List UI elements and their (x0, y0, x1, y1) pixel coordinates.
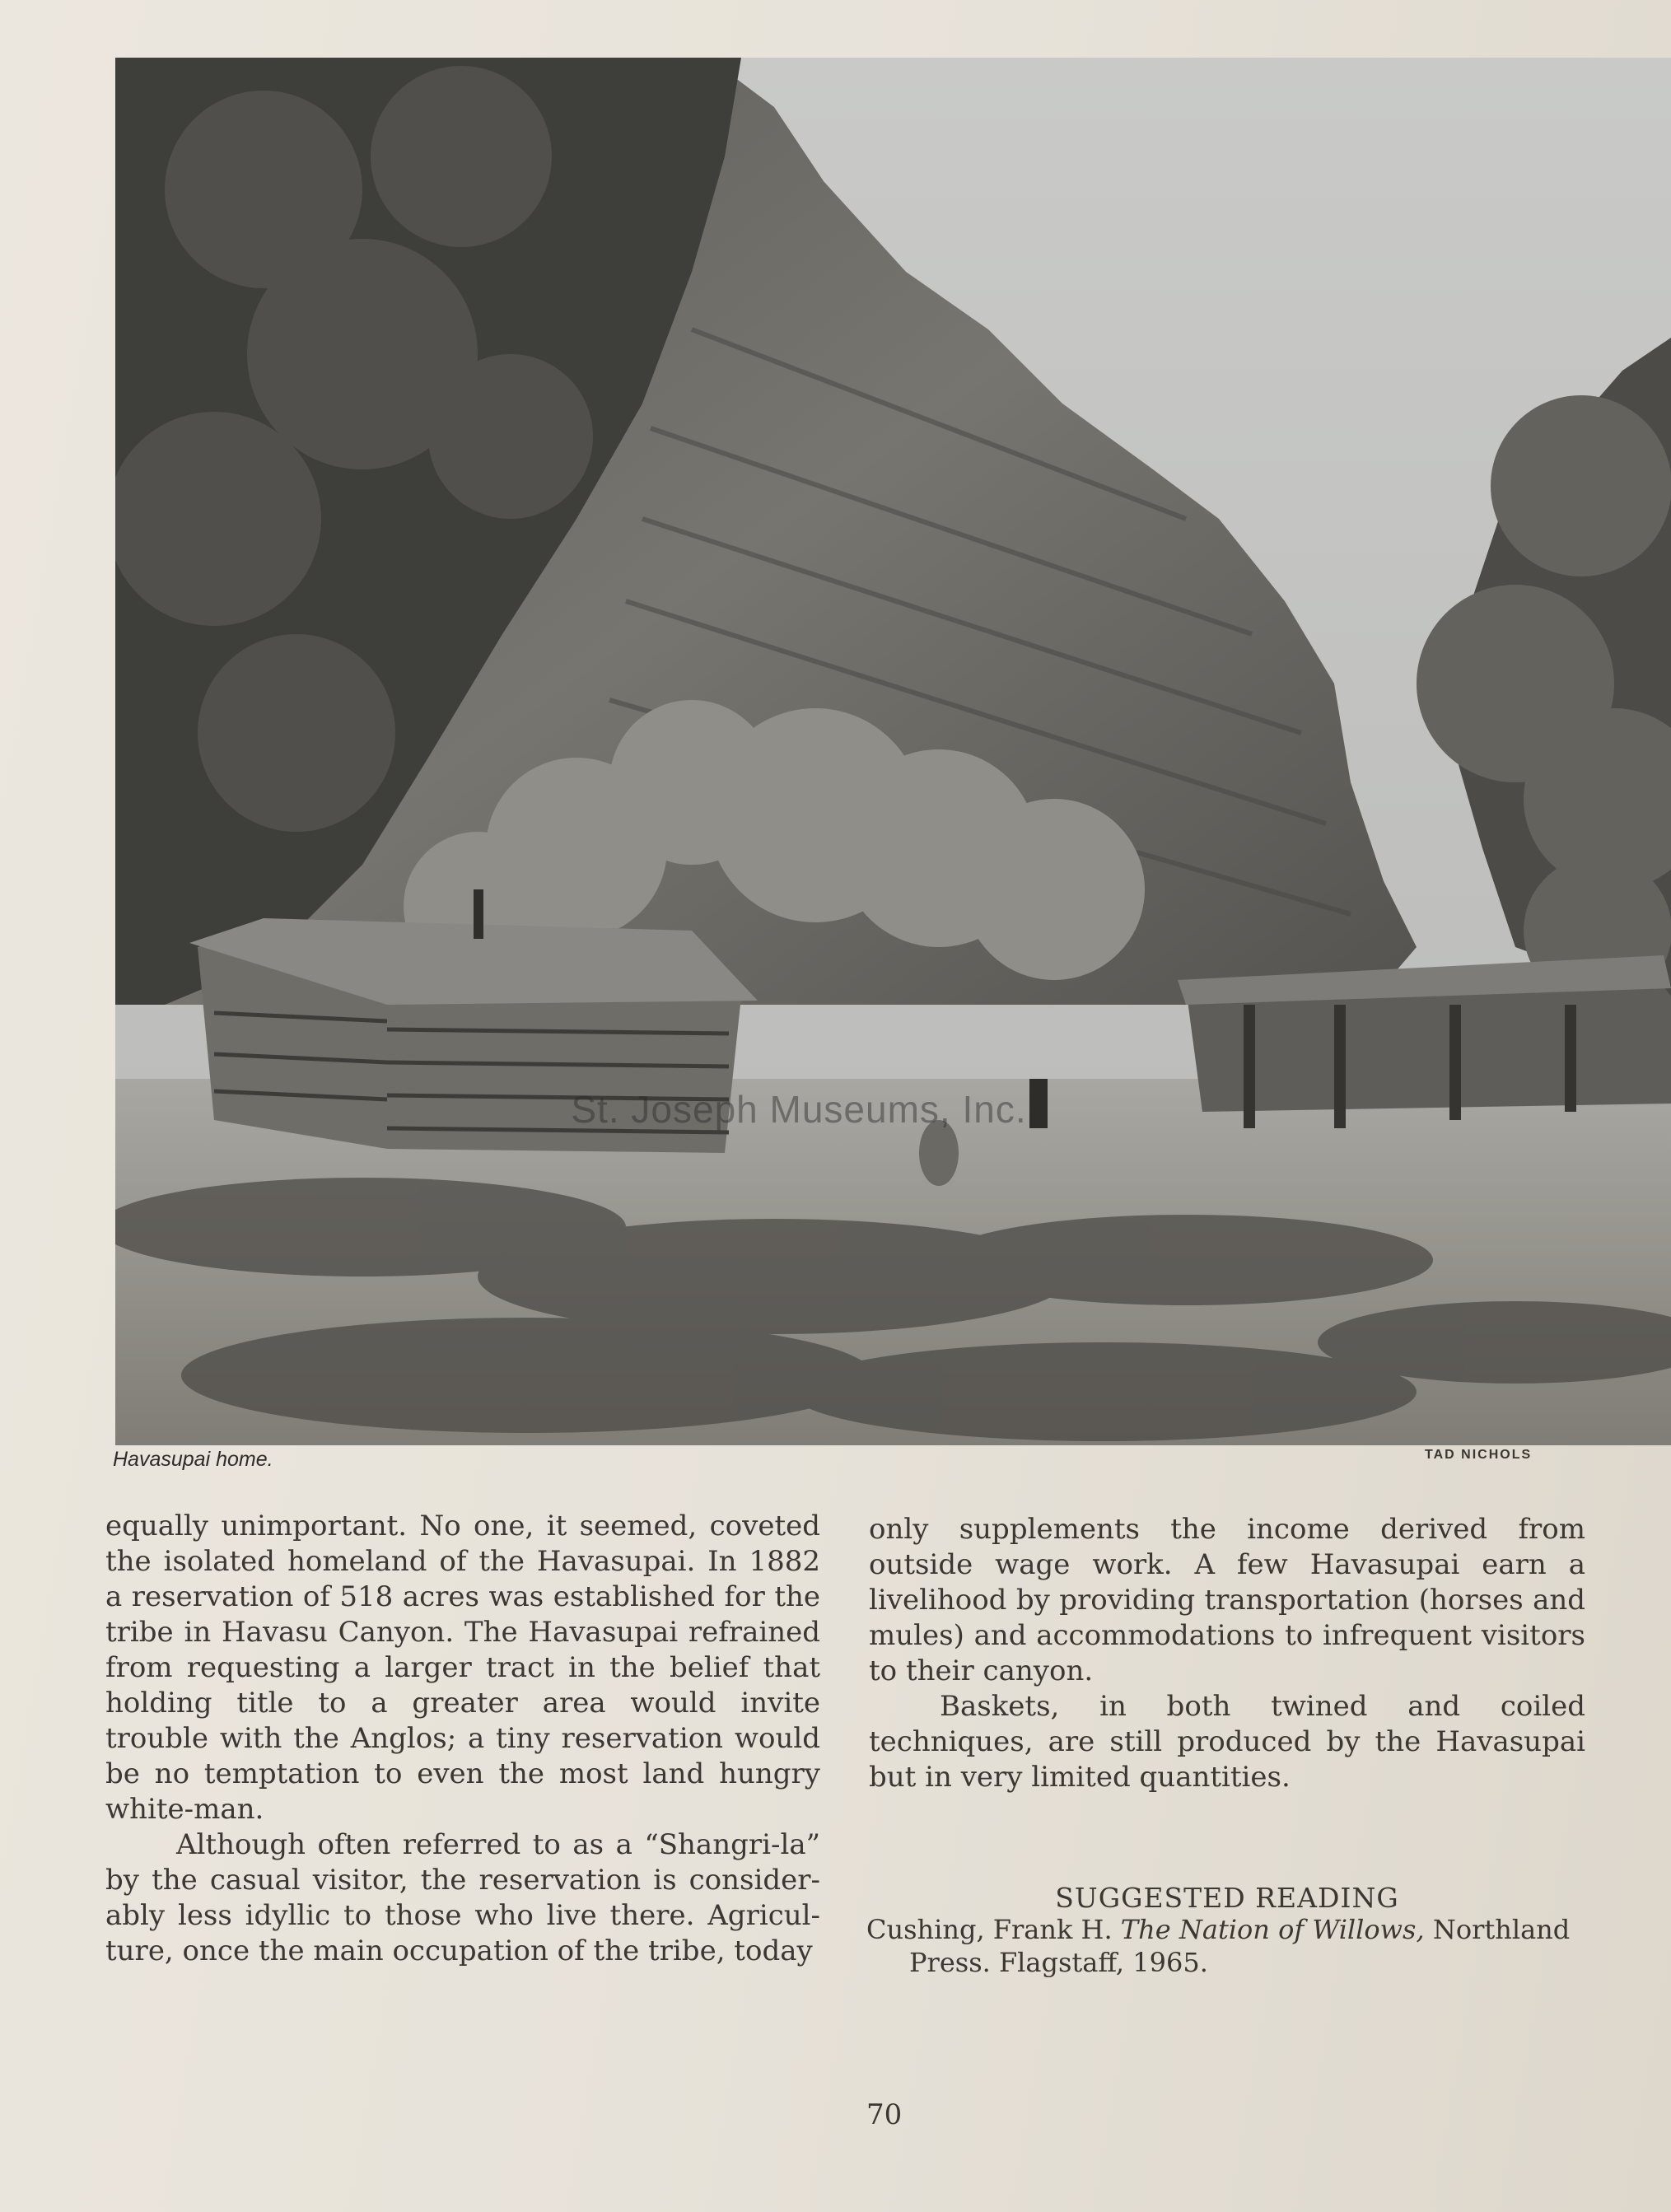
havasupai-home-photo (115, 58, 1671, 1445)
page-number: 70 (866, 2098, 903, 2131)
citation-publisher: Northland (1432, 1914, 1571, 1945)
citation-author: Cushing, Frank H. (866, 1914, 1113, 1945)
right-column (869, 1512, 1585, 1795)
paragraph: equally unimportant. No one, it seemed, coveted the isolated homeland of the Havasupai. In 1882 a reservation of 518 acres was established for the tribe in Havasu Canyon. The Havasupai refrained from requesting a larger tract in the belief that holding title to a greater area would invite trouble with the Anglos; a tiny reservation would be no temptation to even the most land hungry white-man. (105, 1510, 820, 1826)
photo-credit: TAD NICHOLS (1425, 1448, 1533, 1462)
left-column (105, 1509, 820, 1969)
photo-caption: Havasupai home. (113, 1448, 273, 1471)
citation-publisher-line2: Press. Flagstaff, 1965. (909, 1947, 1208, 1978)
paragraph: Although often referred to as a “Shangri-la” by the casual visitor, the reservation is consider-ably less idyllic to those who live there. Agricul-ture, once the main occupation of the tribe, today (105, 1828, 820, 1967)
paragraph: only supplements the income derived from outside wage work. A few Havasupai earn a livelihood by providing transportation (horses and mules) and accommodations to infrequent visitors to their canyon. (869, 1513, 1585, 1687)
photo-illustration (115, 58, 1671, 1445)
watermark: St. Joseph Museums, Inc. (571, 1088, 1027, 1131)
suggested-reading-heading: SUGGESTED READING (1055, 1882, 1399, 1914)
citation-title: The Nation of Willows, (1120, 1914, 1425, 1945)
paragraph: Baskets, in both twined and coiled techniques, are still produced by the Havasupai but in very limited quantities. (869, 1690, 1585, 1794)
reading-citation (866, 1913, 1585, 1979)
